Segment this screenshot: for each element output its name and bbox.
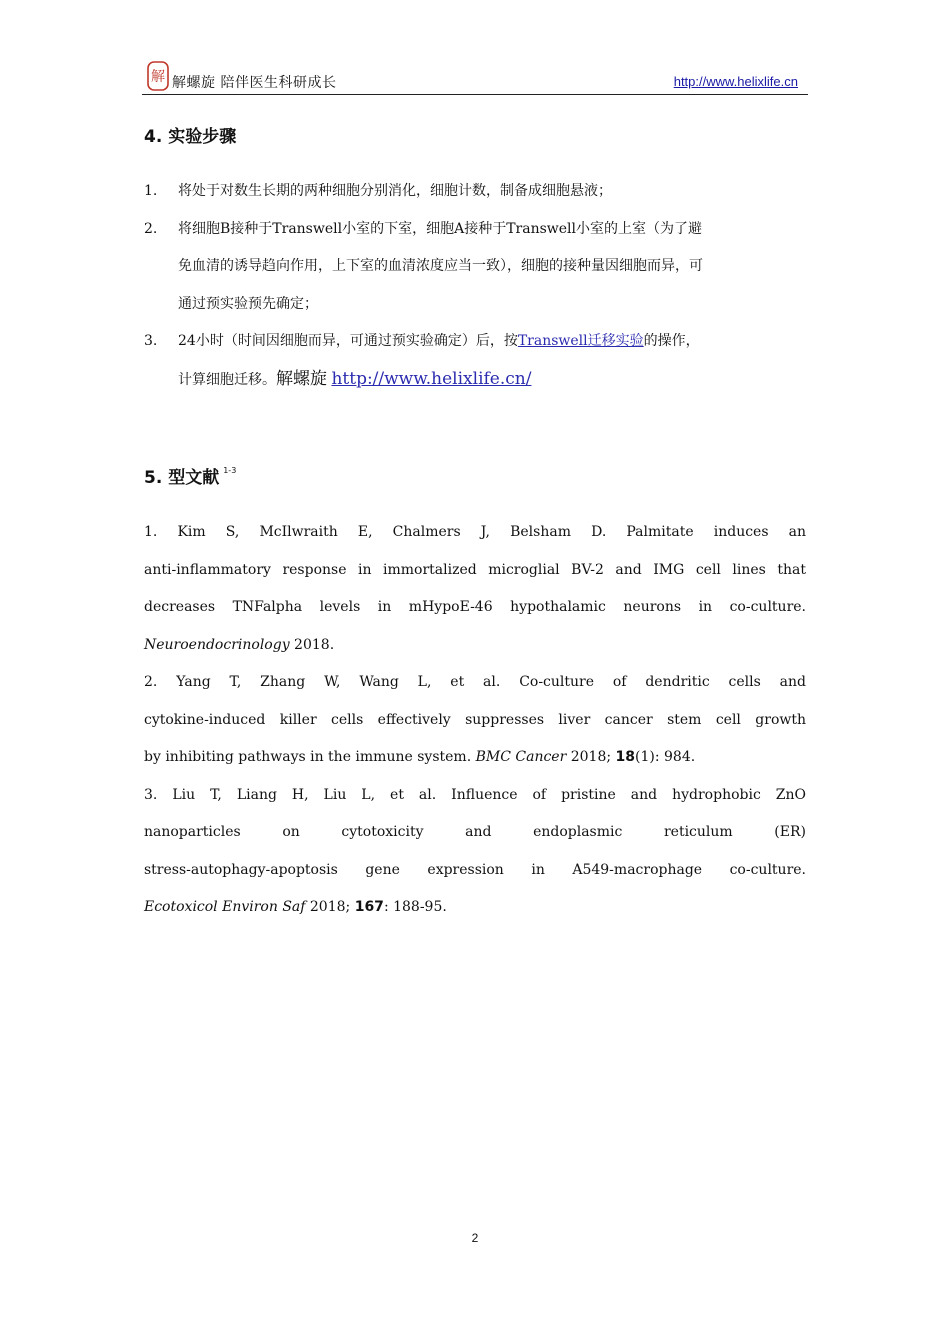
experiment-steps	[144, 173, 806, 399]
citation-superscript: 1-3	[223, 466, 237, 475]
reference-line	[144, 889, 806, 927]
reference-line: cytokine-induced killer cells effectively suppresses liver cancer stem cell growth	[144, 711, 806, 728]
step-number: 1.	[144, 183, 158, 199]
references-list	[144, 514, 806, 927]
step-item	[144, 211, 806, 324]
journal-name: Ecotoxicol Environ Saf	[144, 899, 306, 915]
step-text-line	[178, 323, 806, 361]
reference-item	[144, 514, 806, 664]
helixlife-seal-logo-icon	[147, 61, 169, 91]
step-text-line: 通过预实验预先确定；	[178, 295, 318, 312]
reference-line	[144, 739, 806, 777]
section-5-heading	[144, 463, 236, 488]
journal-name: BMC Cancer	[475, 749, 567, 765]
reference-line: 2. Yang T, Zhang W, Wang L, et al. Co-culture of dendritic cells and	[144, 674, 806, 690]
brand-name: 解螺旋	[276, 368, 327, 389]
step-item	[144, 173, 806, 211]
header-site-link[interactable]: http://www.helixlife.cn	[673, 74, 798, 89]
reference-tail: : 188-95.	[383, 899, 447, 915]
header-slogan: 解螺旋 陪伴医生科研成长	[172, 75, 337, 91]
reference-line: decreases TNFalpha levels in mHypoE-46 hypothalamic neurons in co-culture.	[144, 599, 806, 615]
reference-text: by inhibiting pathways in the immune system.	[144, 749, 476, 765]
reference-year: 2018;	[305, 899, 355, 915]
reference-item	[144, 777, 806, 927]
page-number: 2	[471, 1231, 479, 1245]
step-text-line: 将细胞B接种于Transwell小室的下室，细胞A接种于Transwell小室的上室（为了避	[178, 220, 703, 237]
reference-line: nanoparticles on cytotoxicity and endoplasmic reticulum (ER)	[144, 824, 806, 840]
transwell-migration-link[interactable]: Transwell迁移实验	[517, 333, 644, 349]
step-text: 的操作，	[643, 333, 700, 349]
section-4-heading: 4. 实验步骤	[144, 127, 237, 147]
reference-tail: 2018.	[289, 636, 335, 653]
reference-year: 2018;	[566, 749, 616, 765]
reference-line: 1. Kim S, McIlwraith E, Chalmers J, Belsham D. Palmitate induces an	[144, 524, 806, 540]
step-text: 24小时（时间因细胞而异，可通过预实验确定）后，按	[178, 333, 518, 349]
svg-text:解: 解	[151, 69, 165, 85]
reference-line: anti-inflammatory response in immortalized microglial BV-2 and IMG cell lines that	[144, 561, 806, 578]
step-item	[144, 323, 806, 399]
step-text: 计算细胞迁移。	[178, 371, 276, 388]
step-text-line	[178, 361, 806, 400]
reference-tail: (1): 984.	[635, 749, 696, 765]
reference-volume: 167	[354, 899, 384, 915]
page-header	[142, 58, 808, 95]
reference-item	[144, 664, 806, 777]
reference-line: stress-autophagy-apoptosis gene expression in A549-macrophage co-culture.	[144, 861, 806, 878]
journal-name: Neuroendocrinology	[144, 636, 290, 653]
step-number: 3.	[144, 333, 158, 349]
step-text-line: 将处于对数生长期的两种细胞分别消化，细胞计数，制备成细胞悬液；	[178, 183, 612, 199]
step-text-line: 免血清的诱导趋向作用，上下室的血清浓度应当一致），细胞的接种量因细胞而异，可	[178, 258, 703, 274]
reference-line: 3. Liu T, Liang H, Liu L, et al. Influence of pristine and hydrophobic ZnO	[144, 786, 806, 803]
section-5-title: 5. 型文献	[144, 468, 220, 488]
reference-volume: 18	[615, 749, 636, 765]
helixlife-link[interactable]: http://www.helixlife.cn/	[331, 368, 532, 389]
step-number: 2.	[144, 220, 158, 237]
reference-line	[144, 627, 806, 665]
